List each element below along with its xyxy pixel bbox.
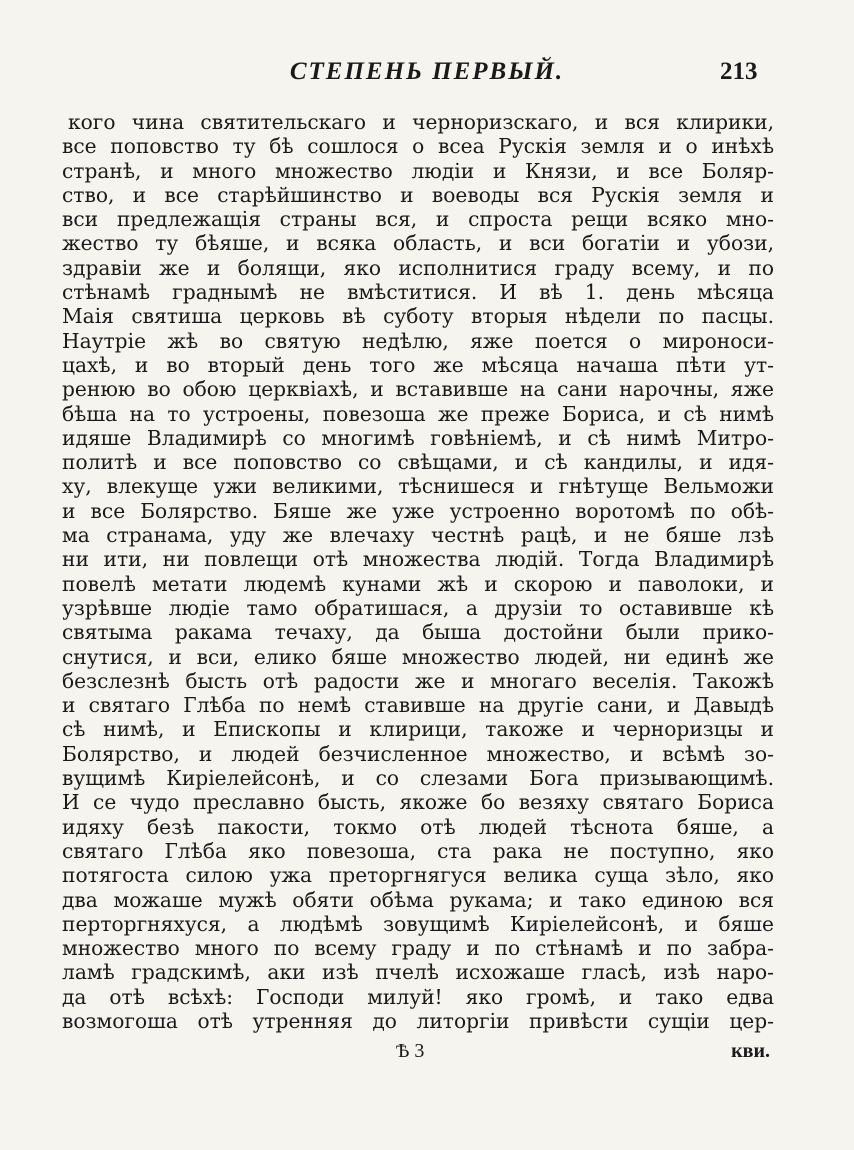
- text-line: узрѣвше людiе тамо обратишася, а друзiи то оставивше кѣ: [62, 595, 774, 620]
- text-line: Болярство, и людей безчисленное множество, и всѣмѣ зо-: [62, 741, 774, 766]
- text-line: вси предлежащiя страны вся, и спроста рещи всяко мно-: [62, 207, 774, 232]
- text-line: идяху безѣ пакости, токмо отѣ людей тѣснота бяше, а: [62, 814, 774, 839]
- text-line: цахѣ, и во вторый день того же мѣсяца начаша пѣти ут-: [62, 352, 774, 377]
- text-line: возмогоша отѣ утренняя до литоргiи привѣсти сущiи цер-: [62, 1008, 774, 1033]
- running-title: СТЕПЕНЬ ПЕРВЫЙ.: [289, 58, 565, 85]
- text-line: кого чина святительскаго и черноризскаго, и вся клирики,: [68, 110, 774, 134]
- catchword: кви.: [731, 1040, 770, 1062]
- text-line: снутися, и вси, елико бяше множество людей, ни единѣ же: [62, 644, 774, 669]
- signature-mark: Ѣ 3: [396, 1040, 425, 1062]
- text-line: перторгняхуся, а людѣмѣ зовущимѣ Кирiелейсонѣ, и бяше: [62, 911, 774, 936]
- text-line: повелѣ метати людемѣ кунами жѣ и скорою и паволоки, и: [62, 571, 774, 596]
- page-number: 213: [720, 58, 758, 85]
- text-line: сѣ нимѣ, и Епископы и клирици, такоже и черноризцы и: [62, 717, 774, 742]
- text-line: вущимѣ Кирiелейсонѣ, и со слезами Бога призывающимѣ.: [62, 766, 774, 791]
- text-line: ху, влекуще ужи великими, тѣснишеся и гнѣтуще Вельможи: [62, 474, 774, 499]
- text-line: ма странама, уду же влечаху честнѣ рацѣ, и не бяше лзѣ: [62, 523, 774, 548]
- text-line: здравiи же и болящи, яко исполнитися граду всему, и по: [62, 255, 774, 280]
- text-line: и святаго Глѣба по немѣ ставивше на другiе сани, и Давыдѣ: [62, 693, 774, 718]
- text-line: святаго Глѣба яко повезоша, ста рака не поступно, яко: [62, 838, 774, 863]
- text-line: странѣ, и много множество людiи и Князи, и все Боляр-: [62, 158, 774, 183]
- text-line: и все Болярство. Бяше же уже устроенно воротомѣ по обѣ-: [62, 498, 774, 523]
- text-line: потягоста силою ужа преторгнягуся велика суща зѣло, яко: [62, 863, 774, 888]
- text-line: безслезнѣ бысть отѣ радости же и многаго веселiя. Такожѣ: [62, 668, 774, 693]
- text-line: все поповство ту бѣ сошлося о всеа Рускiя земля и о инѣхѣ: [62, 134, 774, 159]
- text-line: идяше Владимирѣ со многимѣ говѣнiемѣ, и сѣ нимѣ Митро-: [62, 425, 774, 450]
- body-text: [62, 110, 774, 1033]
- text-line: Наутрiе жѣ во святую недѣлю, яже поется о мироноси-: [62, 328, 774, 353]
- text-line: ренюю во обою церквiахѣ, и вставивше на сани нарочны, яже: [62, 377, 774, 402]
- text-line: Маiя святиша церковь вѣ суботу вторыя нѣдели по пасцы.: [62, 304, 774, 329]
- text-line: И се чудо преславно бысть, якоже бо везяху святаго Бориса: [62, 790, 774, 815]
- text-line: два можаше мужѣ обяти обѣма рукама; и тако единою вся: [62, 887, 774, 912]
- text-line: ни ити, ни повлещи отѣ множества людiй. Тогда Владимирѣ: [62, 547, 774, 572]
- text-line: да отѣ всѣхѣ: Господи милуй! яко громѣ, и тако едва: [62, 984, 774, 1009]
- text-line: бѣша на то устроены, повезоша же преже Бориса, и сѣ нимѣ: [62, 401, 774, 426]
- text-line: святыма ракама течаху, да быша достойни были прико-: [62, 620, 774, 645]
- text-line: ламѣ градскимѣ, аки изѣ пчелѣ исхожаше гласѣ, изѣ наро-: [62, 960, 774, 985]
- text-line: множество много по всему граду и по стѣнамѣ и по забра-: [62, 936, 774, 961]
- text-line: ство, и все старѣйшинство и воеводы вся Рускiя земля и: [62, 182, 774, 207]
- text-line: жество ту бѣяше, и всяка область, и вси богатiи и убози,: [62, 231, 774, 256]
- text-line: политѣ и все поповство со свѣщами, и сѣ кандилы, и идя-: [62, 450, 774, 475]
- page-footer: [62, 1040, 774, 1066]
- text-line: стѣнамѣ граднымѣ не вмѣститися. И вѣ 1. день мѣсяца: [62, 280, 774, 305]
